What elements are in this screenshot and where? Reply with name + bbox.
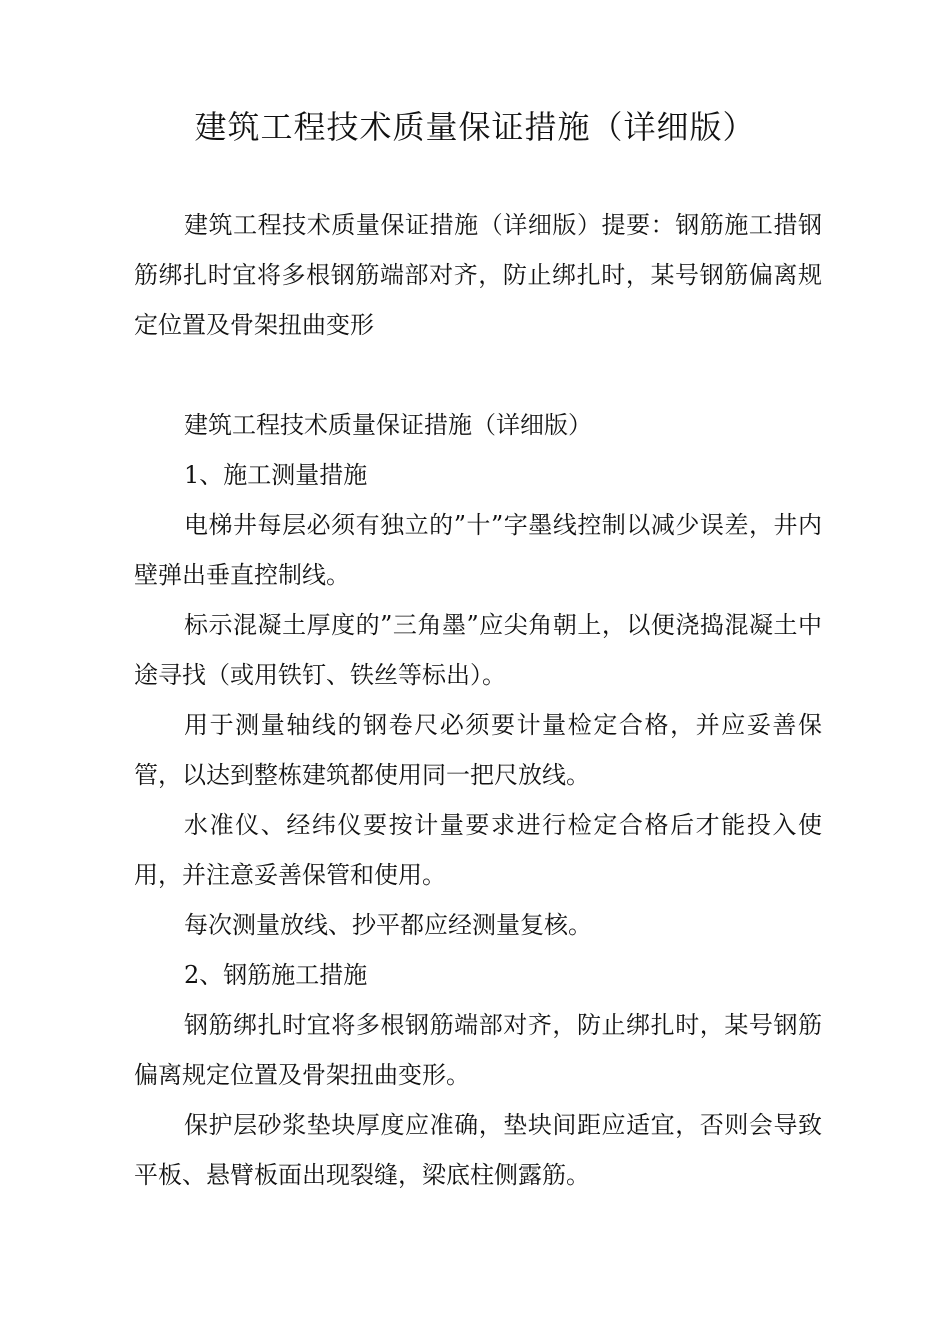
section-heading-survey: 1、施工测量措施 [184, 461, 368, 489]
survey-paragraph-1: 电梯井每层必须有独立的”十”字墨线控制以减少误差，井内壁弹出垂直控制线。 [134, 511, 822, 589]
rebar-paragraph-1: 钢筋绑扎时宜将多根钢筋端部对齐，防止绑扎时，某号钢筋偏离规定位置及骨架扭曲变形。 [134, 1011, 822, 1089]
section-heading-rebar: 2、钢筋施工措施 [184, 961, 368, 989]
survey-paragraph-2: 标示混凝土厚度的”三角墨”应尖角朝上，以便浇捣混凝土中途寻找（或用铁钉、铁丝等标出）。 [134, 611, 822, 689]
survey-paragraph-4: 水准仪、经纬仪要按计量要求进行检定合格后才能投入使用，并注意妥善保管和使用。 [134, 811, 822, 889]
document-title: 建筑工程技术质量保证措施（详细版） [194, 108, 756, 146]
survey-paragraph-3: 用于测量轴线的钢卷尺必须要计量检定合格，并应妥善保管，以达到整栋建筑都使用同一把尺放线。 [134, 711, 822, 789]
rebar-paragraph-2: 保护层砂浆垫块厚度应准确，垫块间距应适宜，否则会导致平板、悬臂板面出现裂缝，梁底柱侧露筋。 [134, 1111, 822, 1189]
survey-paragraph-5: 每次测量放线、抄平都应经测量复核。 [184, 911, 592, 939]
subtitle-paragraph: 建筑工程技术质量保证措施（详细版） [184, 411, 592, 439]
summary-paragraph: 建筑工程技术质量保证措施（详细版）提要：钢筋施工措钢筋绑扎时宜将多根钢筋端部对齐，防止绑扎时，某号钢筋偏离规定位置及骨架扭曲变形 [134, 211, 822, 339]
document-body [134, 200, 822, 1200]
